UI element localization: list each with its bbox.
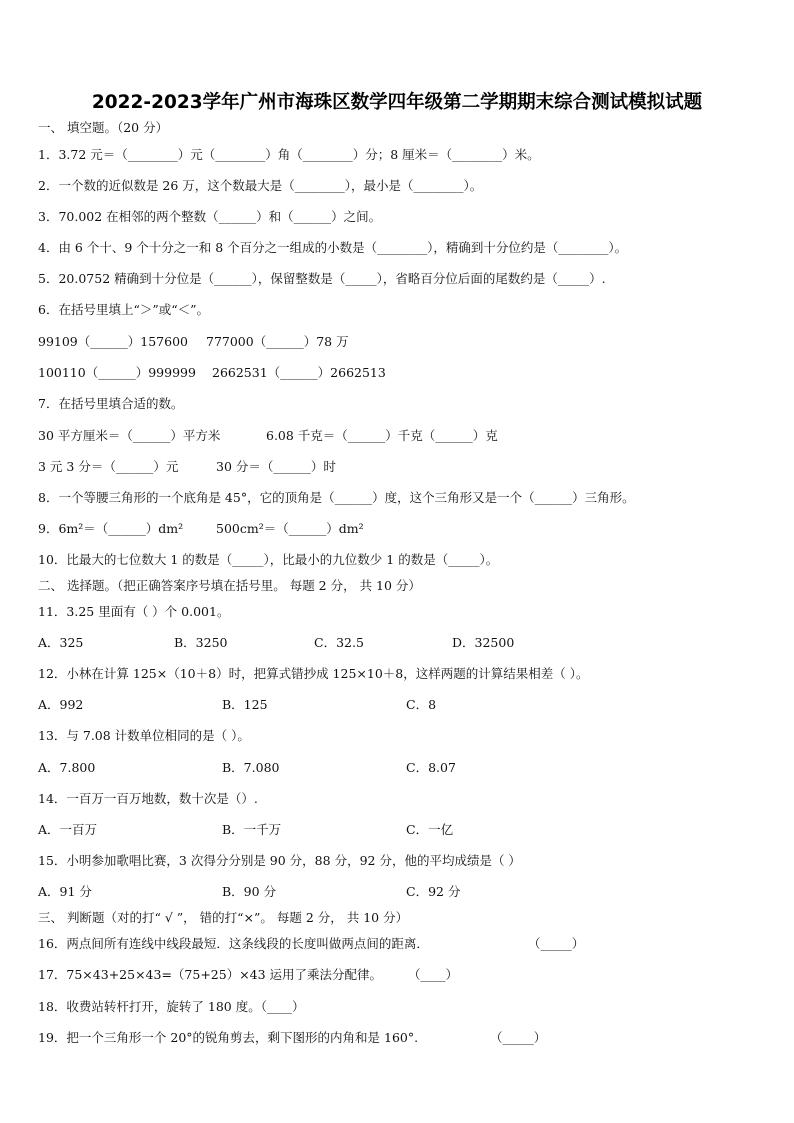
question-16-text: 16．两点间所有连线中线段最短．这条线段的长度叫做两点间的距离． [38,936,429,951]
option-c: C．32.5 [314,635,364,650]
option-b: B．3250 [174,635,228,650]
option-c: C．92 分 [406,884,461,899]
option-b: B．7.080 [222,760,280,775]
question-7-item: 30 平方厘米＝（______）平方米 [38,428,221,443]
question-6: 6．在括号里填上“＞”或“＜”。 [38,302,210,317]
option-a: A．325 [38,635,84,650]
question-9-part: 500cm²＝（______）dm² [216,521,364,536]
question-5: 5．20.0752 精确到十分位是（______），保留整数是（_____），省略百分位后面的尾数约是（_____）. [38,271,606,286]
question-13: 13．与 7.08 计数单位相同的是（ ）。 [38,728,250,743]
answer-blank: （_____） [490,1030,547,1045]
question-6-item: 777000（______）78 万 [206,334,349,349]
question-2: 2．一个数的近似数是 26 万，这个数最大是（________），最小是（________）。 [38,178,483,193]
question-7-item: 3 元 3 分＝（______）元 [38,459,179,474]
option-b: B．一千万 [222,822,282,837]
question-7: 7．在括号里填合适的数。 [38,396,184,411]
option-a: A．7.800 [38,760,96,775]
question-12: 12．小林在计算 125×（10＋8）时，把算式错抄成 125×10＋8，这样两题的计算结果相差（ ）。 [38,666,589,681]
answer-blank: （____） [408,967,459,982]
question-14: 14．一百万一百万地数，数十次是（）. [38,791,258,806]
question-7-item: 6.08 千克＝（______）千克（______）克 [266,428,498,443]
option-a: A．91 分 [38,884,92,899]
question-7-item: 30 分＝（______）时 [216,459,336,474]
question-15: 15．小明参加歌唱比赛，3 次得分分别是 90 分，88 分，92 分，他的平均成绩是（ ） [38,853,521,868]
section-true-false: 三、 判断题（对的打“ √ ”， 错的打“×”。 每题 2 分， 共 10 分） [38,910,409,925]
option-d: D．32500 [452,635,515,650]
section-multiple-choice: 二、 选择题。（把正确答案序号填在括号里。 每题 2 分， 共 10 分） [38,578,421,593]
question-19-text: 19．把一个三角形一个 20°的锐角剪去，剩下图形的内角和是 160°. [38,1030,419,1045]
question-9-part: 9．6m²＝（______）dm² [38,521,184,536]
option-b: B．90 分 [222,884,277,899]
option-a: A．992 [38,697,84,712]
question-4: 4．由 6 个十、9 个十分之一和 8 个百分之一组成的小数是（________），精确到十分位约是（________）。 [38,240,628,255]
section-fill-in: 一、 填空题。（20 分） [38,120,169,135]
question-17-text: 17．75×43+25×43=（75+25）×43 运用了乘法分配律。 [38,967,383,982]
question-1: 1．3.72 元＝（________）元（________）角（________）分；8 厘米＝（________）米。 [38,147,540,162]
question-6-item: 100110（______）999999 [38,365,196,380]
option-b: B．125 [222,697,268,712]
question-18: 18．收费站转杆打开，旋转了 180 度。（____） [38,999,305,1014]
question-8: 8．一个等腰三角形的一个底角是 45°，它的顶角是（______）度，这个三角形又是一个（______）三角形。 [38,490,635,505]
question-3: 3．70.002 在相邻的两个整数（______）和（______）之间。 [38,209,382,224]
question-6-item: 2662531（______）2662513 [212,365,386,380]
answer-blank: （_____） [528,936,585,951]
question-10: 10．比最大的七位数大 1 的数是（_____），比最小的九位数少 1 的数是（_____）。 [38,552,499,567]
question-11: 11．3.25 里面有（ ）个 0.001。 [38,604,230,619]
option-a: A．一百万 [38,822,98,837]
option-c: C．8 [406,697,437,712]
option-c: C．一亿 [406,822,454,837]
question-6-item: 99109（______）157600 [38,334,188,349]
page-title: 2022-2023学年广州市海珠区数学四年级第二学期期末综合测试模拟试题 [91,92,703,113]
option-c: C．8.07 [406,760,456,775]
